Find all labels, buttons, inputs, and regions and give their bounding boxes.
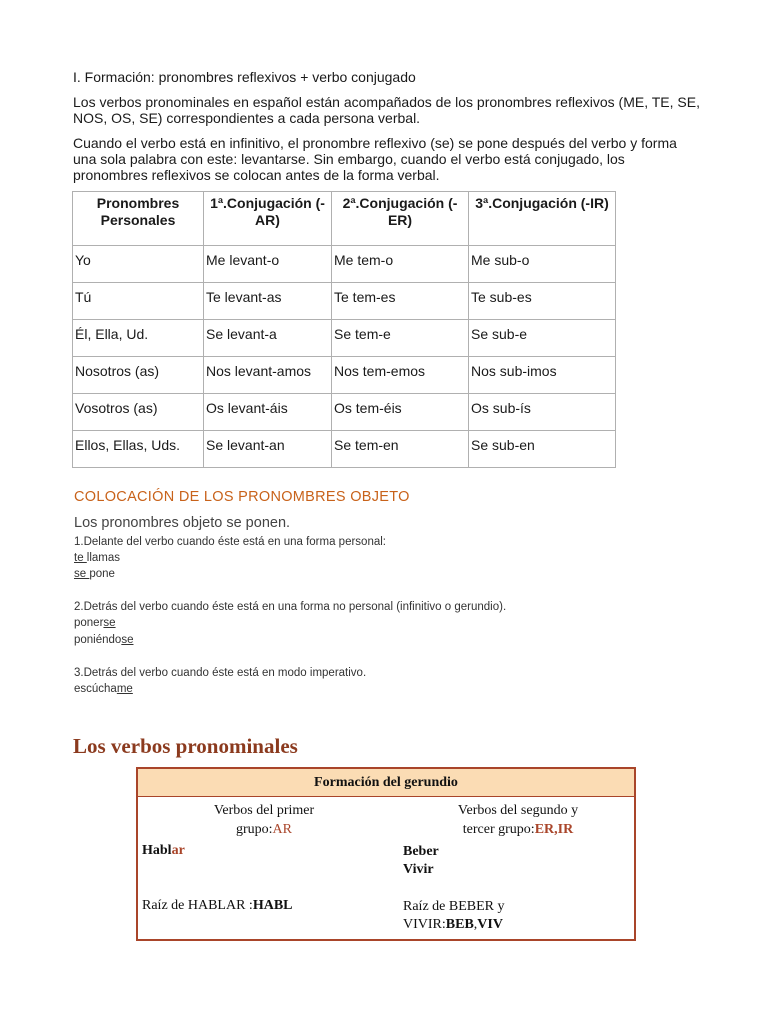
table-header-cell: 2ª.Conjugación (-ER): [332, 192, 469, 246]
verb-text: poniéndo: [74, 634, 122, 646]
table-cell: Te levant-as: [204, 283, 332, 320]
table-cell: Se tem-e: [332, 320, 469, 357]
root-label: Raíz de BEBER y: [403, 899, 505, 914]
table-cell: Se levant-an: [204, 431, 332, 468]
right-header-accent: ER: [534, 822, 555, 837]
table-header-cell: Pronombres Personales: [73, 192, 204, 246]
table-cell: Nosotros (as): [73, 357, 204, 394]
root-line: [403, 916, 623, 934]
root-value: VIV: [477, 917, 503, 932]
pronoun-underlined: te: [74, 552, 87, 564]
table-cell: Ellos, Ellas, Uds.: [73, 431, 204, 468]
table-cell: Te tem-es: [332, 283, 469, 320]
pronominal-verbs-heading: Los verbos pronominales: [73, 734, 298, 758]
table-cell: Se tem-en: [332, 431, 469, 468]
example-escuchame: [74, 681, 133, 697]
rule-3: 3.Detrás del verbo cuando éste está en modo imperativo.: [74, 667, 367, 679]
colocacion-lead: Los pronombres objeto se ponen.: [74, 515, 291, 531]
left-root: [142, 898, 362, 914]
gerundio-box: [136, 767, 636, 941]
table-row: [73, 431, 616, 468]
right-header-line-2: [418, 820, 618, 839]
pronoun-underlined: se: [121, 634, 134, 646]
table-cell: Os tem-éis: [332, 394, 469, 431]
table-cell: Nos levant-amos: [204, 357, 332, 394]
verb-text: escúcha: [74, 683, 117, 695]
table-cell: Él, Ella, Ud.: [73, 320, 204, 357]
verb-text: pone: [89, 568, 115, 580]
table-header-cell: 1ª.Conjugación (-AR): [204, 192, 332, 246]
root-label: VIVIR:: [403, 917, 446, 932]
left-header-text: grupo:: [235, 822, 273, 837]
rule-2: 2.Detrás del verbo cuando éste está en una forma no personal (infinitivo o gerundio).: [74, 601, 507, 613]
right-header-line-1: Verbos del segundo y: [457, 803, 579, 818]
right-header-accent: IR: [557, 822, 574, 837]
table-row: [73, 357, 616, 394]
pronoun-underlined: se: [103, 617, 116, 629]
table-row: [73, 283, 616, 320]
table-cell: Se sub-en: [469, 431, 616, 468]
left-header-accent: AR: [272, 822, 292, 837]
right-example-words: [403, 843, 623, 879]
table-cell: Nos sub-imos: [469, 357, 616, 394]
verb-text: llamas: [86, 552, 121, 564]
right-header-sep: ,: [554, 822, 558, 837]
verb-text: poner: [74, 617, 104, 629]
colocacion-heading: COLOCACIÓN DE LOS PRONOMBRES OBJETO: [74, 489, 410, 505]
table-cell: Me levant-o: [204, 246, 332, 283]
table-cell: Se levant-a: [204, 320, 332, 357]
pronoun-underlined: me: [116, 683, 133, 695]
table-cell: Me sub-o: [469, 246, 616, 283]
conjugation-table: [72, 191, 616, 468]
right-root: [403, 898, 623, 934]
intro-paragraph-2: Cuando el verbo está en infinitivo, el pronombre reflexivo (se) se pone después del verbo y forma una sola palabra con este: levantarse. Sin embargo, cuando el verbo está conjugado, los pronombres reflexivos se colocan antes de la forma verbal.: [73, 135, 677, 183]
left-header-line-2: [154, 820, 374, 839]
example-se-pone: [74, 566, 115, 582]
left-column-header: [154, 801, 374, 839]
table-header-row: [73, 192, 616, 246]
word-ending: ar: [171, 843, 185, 858]
table-cell: Me tem-o: [332, 246, 469, 283]
root-value: HABL: [252, 898, 293, 913]
root-value: BEB: [445, 917, 474, 932]
example-poniendose: [74, 632, 133, 648]
table-row: [73, 246, 616, 283]
rule-1: 1.Delante del verbo cuando éste está en una forma personal:: [74, 536, 386, 548]
root-label: Raíz de HABLAR :: [142, 898, 253, 913]
example-word: Beber: [403, 844, 439, 859]
left-header-line-1: Verbos del primer: [213, 803, 315, 818]
table-row: [73, 394, 616, 431]
table-cell: Vosotros (as): [73, 394, 204, 431]
table-cell: Os sub-ís: [469, 394, 616, 431]
table-cell: Tú: [73, 283, 204, 320]
table-cell: Yo: [73, 246, 204, 283]
example-te-llamas: [74, 550, 120, 566]
left-example-word: [142, 843, 362, 859]
table-cell: Se sub-e: [469, 320, 616, 357]
example-word: Vivir: [403, 862, 434, 877]
right-header-text: tercer grupo:: [462, 822, 535, 837]
gerundio-title: Formación del gerundio: [138, 769, 634, 797]
pronoun-underlined: se: [74, 568, 90, 580]
table-cell: Te sub-es: [469, 283, 616, 320]
table-cell: Os levant-áis: [204, 394, 332, 431]
section-heading: I. Formación: pronombres reflexivos + verbo conjugado: [73, 69, 416, 85]
table-cell: Nos tem-emos: [332, 357, 469, 394]
example-ponerse: [74, 615, 116, 631]
intro-paragraph-1: Los verbos pronominales en español están acompañados de los pronombres reflexivos (ME, TE, SE, NOS, OS, SE) correspondientes a cada persona verbal.: [73, 94, 700, 126]
right-column-header: [418, 801, 618, 839]
table-header-cell: 3ª.Conjugación (-IR): [469, 192, 616, 246]
word-stem: Habl: [142, 843, 172, 858]
table-row: [73, 320, 616, 357]
root-sep: ,: [473, 917, 478, 932]
